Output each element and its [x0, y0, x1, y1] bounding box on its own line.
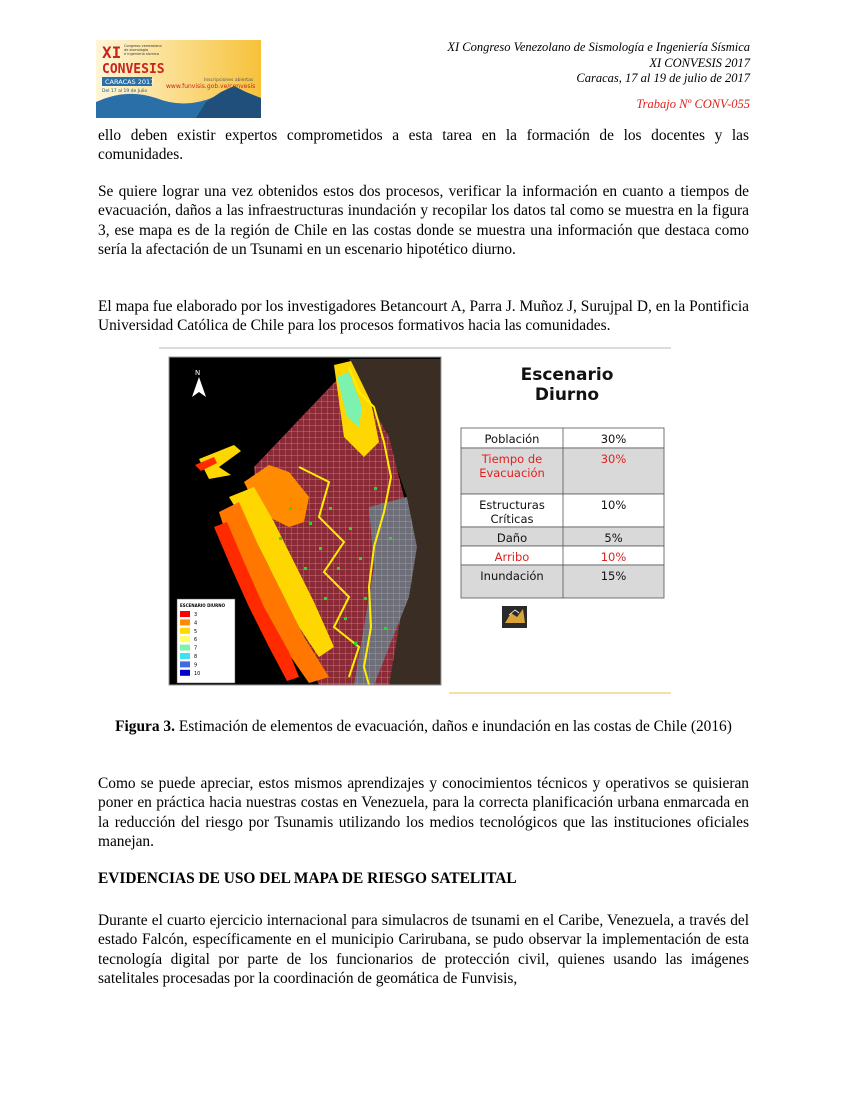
table-row [461, 527, 664, 546]
logo-roman: XI [102, 43, 122, 62]
legend-swatch [180, 636, 190, 642]
logo-url: www.funvisis.gob.ve/convesis [166, 83, 256, 90]
legend-label: 7 [194, 645, 198, 652]
table-label: Estructuras Críticas [479, 498, 545, 526]
legend-label: 8 [194, 654, 198, 660]
map-legend [177, 599, 235, 683]
legend-swatch [180, 661, 190, 667]
table-label: Población [484, 432, 540, 446]
table-row [461, 546, 664, 565]
logo-tagline-1: Congreso venezolano [124, 44, 162, 48]
scenario-table [461, 428, 664, 598]
logo-tagline-3: e ingeniería sísmica [124, 52, 159, 56]
table-value: 15% [600, 569, 627, 583]
table-value: 30% [600, 452, 627, 466]
section-heading: EVIDENCIAS DE USO DEL MAPA DE RIESGO SATELITAL [98, 870, 517, 887]
legend-swatch [180, 653, 190, 659]
convesis-logo [96, 40, 261, 118]
paragraph-5: Durante el cuarto ejercicio internacional para simulacros de tsunami en el Caribe, Venezuela, a través del estado Falcón, específicamente en el municipio Carirubana, se pudo observar la implementación de esta tecnología digital por parte de los funcionarios de protección civil, quienes usando las imágenes satelitales procesadas por la coordinación de geomática de Funvisis, [98, 912, 749, 987]
logo-tagline-2: de sismología [124, 48, 149, 52]
legend-label: 3 [194, 612, 198, 618]
legend-label: 10 [194, 670, 201, 677]
table-value: 10% [600, 498, 627, 512]
scenario-title-line1: Escenario [520, 365, 614, 385]
logo-city: CARACAS 2017 [105, 78, 155, 86]
figure-caption [98, 717, 749, 736]
logo-inscriptions: Inscripciones abiertas [204, 78, 254, 83]
paragraph-2: Se quiere lograr una vez obtenidos estos dos procesos, verificar la información en cuanto a tiempos de evacuación, daños a las infraestructuras inundación y recopilar los datos tal como se muestra en la figura 3, ese mapa es de la región de Chile en las costas donde se muestra una información que destaca como sería la afectación de un Tsunami en un escenario hipotético diurno. [98, 183, 749, 258]
paragraph-1: ello deben existir expertos comprometidos a esta tarea en la formación de los docentes y las comunidades. [98, 127, 749, 164]
header-trabajo-number: Trabajo Nº CONV-055 [636, 97, 750, 111]
logo-dates: Del 17 al 19 de Julio [102, 89, 148, 94]
legend-swatch [180, 628, 190, 634]
paragraph-3: El mapa fue elaborado por los investigadores Betancourt A, Parra J. Muñoz J, Surujpal D, en la Pontificia Universidad Católica de Chile para los procesos formativos hacia las comunidades. [98, 298, 749, 335]
figure-caption-label: Figura 3. [115, 718, 175, 735]
table-label: Arribo [494, 550, 530, 564]
table-label: Tiempo de Evacuación [479, 452, 545, 480]
figure-3-map [159, 347, 671, 695]
legend-title: ESCENARIO DIURNO [180, 603, 225, 608]
figure-caption-text: Estimación de elementos de evacuación, daños e inundación en las costas de Chile (2016) [174, 718, 732, 735]
map-thumbnail-icon [502, 606, 527, 628]
header-congress-line: XI Congreso Venezolano de Sismología e Ingeniería Sísmica [447, 40, 750, 54]
paragraph-4: Como se puede apreciar, estos mismos aprendizajes y conocimientos técnicos y operativos se quisieran poner en práctica hacia nuestras costas en Venezuela, para la correcta planificación urbana enmarcada en la reducción del riesgo por Tsunamis utilizando los medios tecnológicos que las instituciones oficiales manejan. [98, 775, 749, 850]
legend-label: 4 [194, 620, 198, 627]
header-convesis-line: XI CONVESIS 2017 [649, 55, 750, 70]
table-value: 10% [600, 550, 627, 564]
table-label: Daño [496, 531, 528, 545]
legend-label: 5 [194, 628, 198, 635]
legend-label: 6 [194, 637, 198, 644]
legend-swatch [180, 611, 190, 617]
table-label: Inundación [480, 569, 544, 583]
legend-swatch [180, 645, 190, 651]
header-date-line: Caracas, 17 al 19 de julio de 2017 [576, 71, 750, 85]
legend-swatch [180, 619, 190, 625]
logo-name: CONVESIS [102, 62, 165, 77]
legend-swatch [180, 670, 190, 676]
north-label: N [195, 369, 201, 377]
scenario-title-line2: Diurno [534, 385, 600, 405]
table-value: 30% [600, 432, 627, 446]
legend-label: 9 [194, 662, 198, 669]
table-value: 5% [604, 531, 623, 545]
